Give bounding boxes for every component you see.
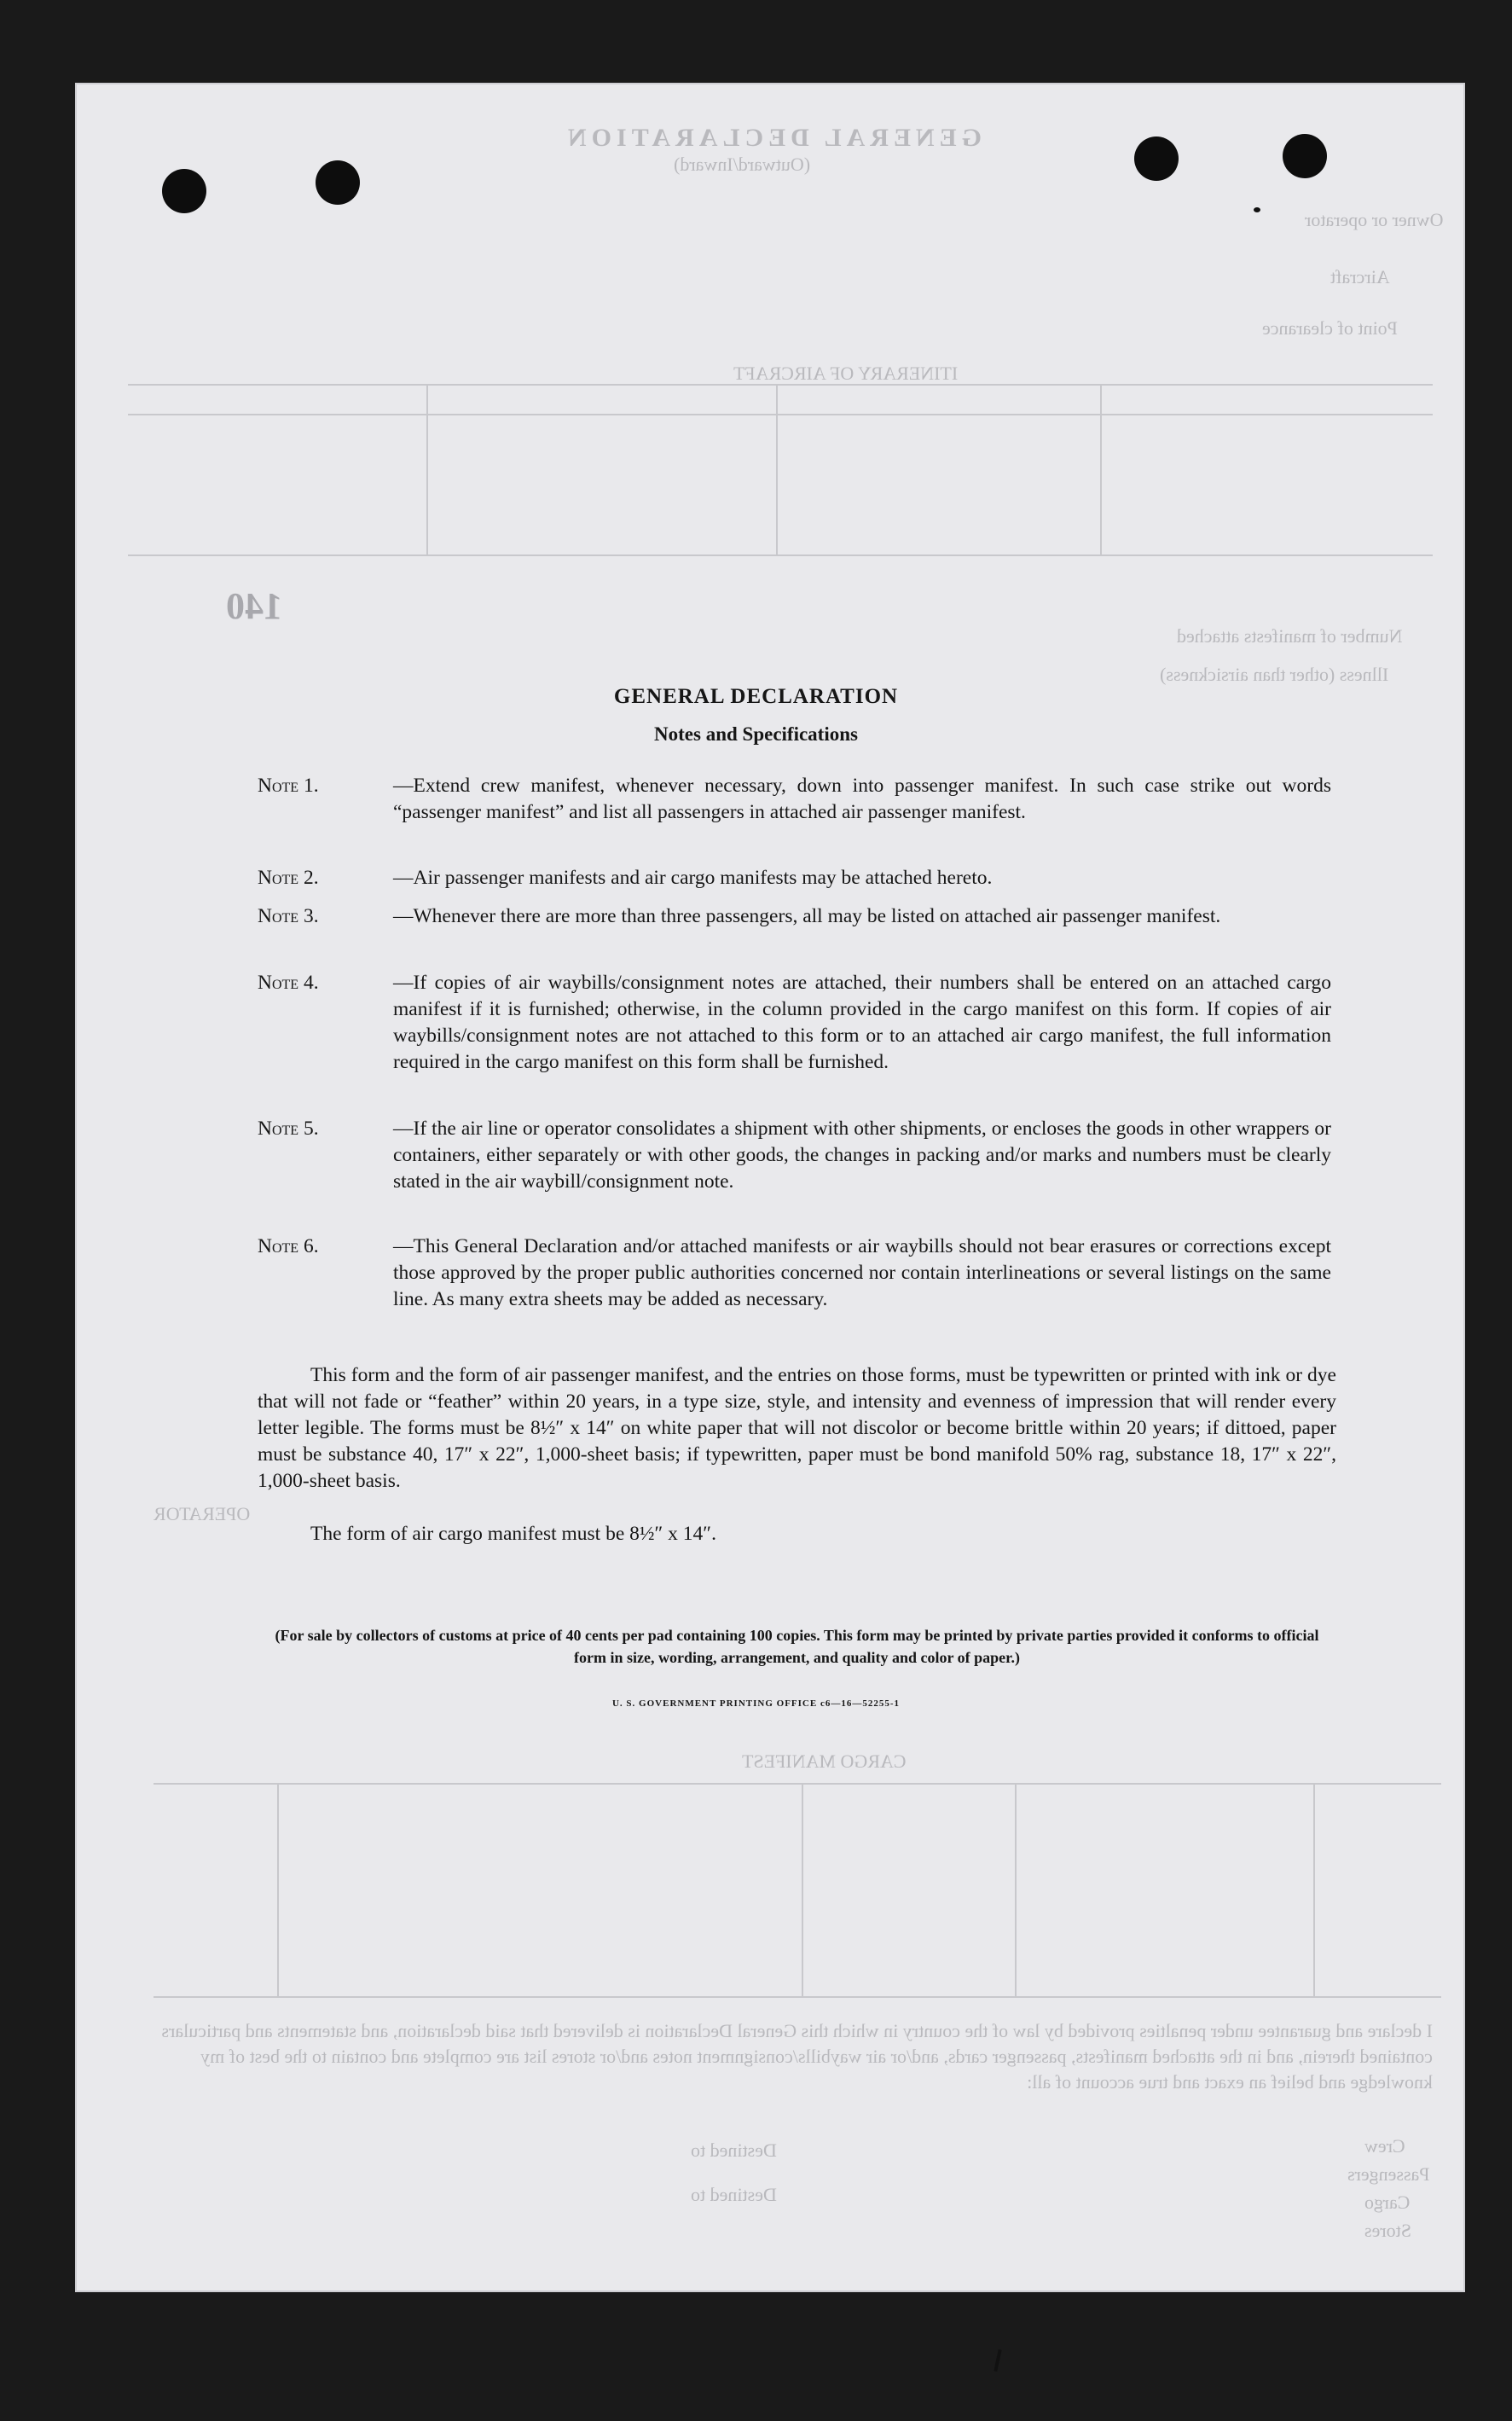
show-through-header: GENERAL DECLARATION: [563, 124, 982, 152]
punch-hole: [162, 169, 206, 213]
show-through-stamp-number: 140: [226, 585, 282, 627]
note-2: [258, 865, 1336, 891]
show-through-rule: [128, 554, 1433, 556]
printing-office-imprint: U. S. GOVERNMENT PRINTING OFFICE c6—16—52255-1: [611, 1698, 900, 1709]
cargo-size-text: The form of air cargo manifest must be 8½″ x 14″.: [310, 1523, 716, 1545]
show-through-rule: [128, 384, 1433, 386]
punch-hole: [316, 160, 360, 205]
note-text: —Extend crew manifest, whenever necessary, down into passenger manifest. In such case strike out words “passenger manifest” and list all passengers in attached air passenger manifest.: [393, 775, 1331, 823]
note-text: —Air passenger manifests and air cargo manifests may be attached hereto.: [393, 867, 993, 889]
show-through-declaration: I declare and guarantee under penalties provided by law of the country in which this General Declaration is delivered that said declaration, and statements and particulars contained therein, and in the attached manifests, passenger cards, and/or air waybills/consignment notes and/or stores list are complete and contain to the best of my knowledge and belief an exact and true account of all:: [161, 2020, 1433, 2093]
note-label: Note 3.: [258, 905, 319, 927]
show-through-rule: [154, 1783, 1441, 1785]
note-text: —If copies of air waybills/consignment notes are attached, their numbers shall be entered on an attached cargo manifest if it is furnished; otherwise, in the column provided in the cargo manifest on this form. If copies of air waybills/consignment notes are not attached to this form or to an attached air cargo manifest, the full information required in the cargo manifest on this form shall be furnished.: [393, 972, 1331, 1073]
sale-notice: (For sale by collectors of customs at price of 40 cents per pad containing 100 copies. This form may be printed by private parties provided it conforms to official form in size, wording, arrangement, and quality and color of paper.): [275, 1627, 1319, 1666]
show-through-rule: [802, 1783, 803, 1996]
note-1: [258, 773, 1336, 826]
show-through-rule: [128, 414, 1433, 415]
show-through-header-sub: (Outward/Inward): [674, 154, 811, 175]
note-label: Note 4.: [258, 972, 319, 994]
show-through-rule: [1313, 1783, 1315, 1996]
show-through-owner: Owner or operator: [1305, 209, 1444, 230]
show-through-crew-list: Passengers: [1347, 2163, 1430, 2185]
show-through-rule: [277, 1783, 279, 1996]
show-through-rule: [1100, 384, 1102, 554]
note-text: —If the air line or operator consolidates a shipment with other shipments, or encloses the goods in other wrappers or containers, either separately or with other goods, the changes in packing and/or marks and numbers must be clearly stated in the air waybill/consignment note.: [393, 1118, 1331, 1193]
note-label: Note 6.: [258, 1235, 319, 1257]
note-3: [258, 903, 1336, 930]
note-5: [258, 1116, 1336, 1195]
note-label: Note 5.: [258, 1118, 319, 1140]
page-subtitle: Notes and Specifications: [654, 723, 858, 745]
page-title: GENERAL DECLARATION: [613, 685, 899, 708]
note-4: [258, 970, 1336, 1076]
show-through-cargo: CARGO MANIFEST: [742, 1750, 907, 1772]
punch-hole: [1283, 134, 1327, 178]
note-text: —This General Declaration and/or attached manifests or air waybills should not bear erasures or corrections except those approved by the proper public authorities concerned nor contain interlineations or several listings on the same line. As many extra sheets may be added as necessary.: [393, 1235, 1331, 1310]
show-through-itinerary: ITINERARY OF AIRCRAFT: [733, 363, 959, 384]
show-through-destined: Destined to: [691, 2139, 777, 2161]
show-through-clearance: Point of clearance: [1262, 317, 1398, 339]
punch-hole: [1134, 136, 1179, 181]
show-through-manifests: Number of manifests attached: [1177, 625, 1403, 647]
form-specification: [258, 1362, 1336, 1495]
show-through-rule: [776, 384, 778, 554]
note-text: —Whenever there are more than three passengers, all may be listed on attached air passenger manifest.: [393, 905, 1221, 927]
show-through-destined: Destined to: [691, 2184, 777, 2205]
show-through-rule: [154, 1996, 1441, 1998]
show-through-crew-list: Stores: [1364, 2220, 1411, 2241]
show-through-operator: OPERATOR: [154, 1503, 251, 1524]
note-label: Note 2.: [258, 867, 319, 889]
show-through-illness: Illness (other than airsickness): [1160, 664, 1389, 685]
cargo-size-spec: [258, 1521, 1336, 1547]
note-label: Note 1.: [258, 775, 319, 797]
show-through-rule: [1015, 1783, 1017, 1996]
note-6: [258, 1234, 1336, 1313]
pen-mark: [1254, 207, 1260, 212]
show-through-crew-list: Crew: [1364, 2135, 1405, 2157]
form-specification-text: This form and the form of air passenger manifest, and the entries on those forms, must be typewritten or printed with ink or dye that will not fade or “feather” within 20 years, in a type size, style, and intensity and evenness of impression that will render every letter legible. The forms must be 8½″ x 14″ on white paper that will not discolor or become brittle within 20 years; if dittoed, paper must be substance 40, 17″ x 22″, 1,000-sheet basis; if typewritten, paper must be bond manifold 50% rag, substance 18, 17″ x 22″, 1,000-sheet basis.: [258, 1364, 1336, 1492]
pen-mark: [994, 2349, 1001, 2372]
show-through-rule: [426, 384, 428, 554]
show-through-crew-list: Cargo: [1364, 2192, 1411, 2213]
show-through-aircraft: Aircraft: [1330, 266, 1390, 287]
